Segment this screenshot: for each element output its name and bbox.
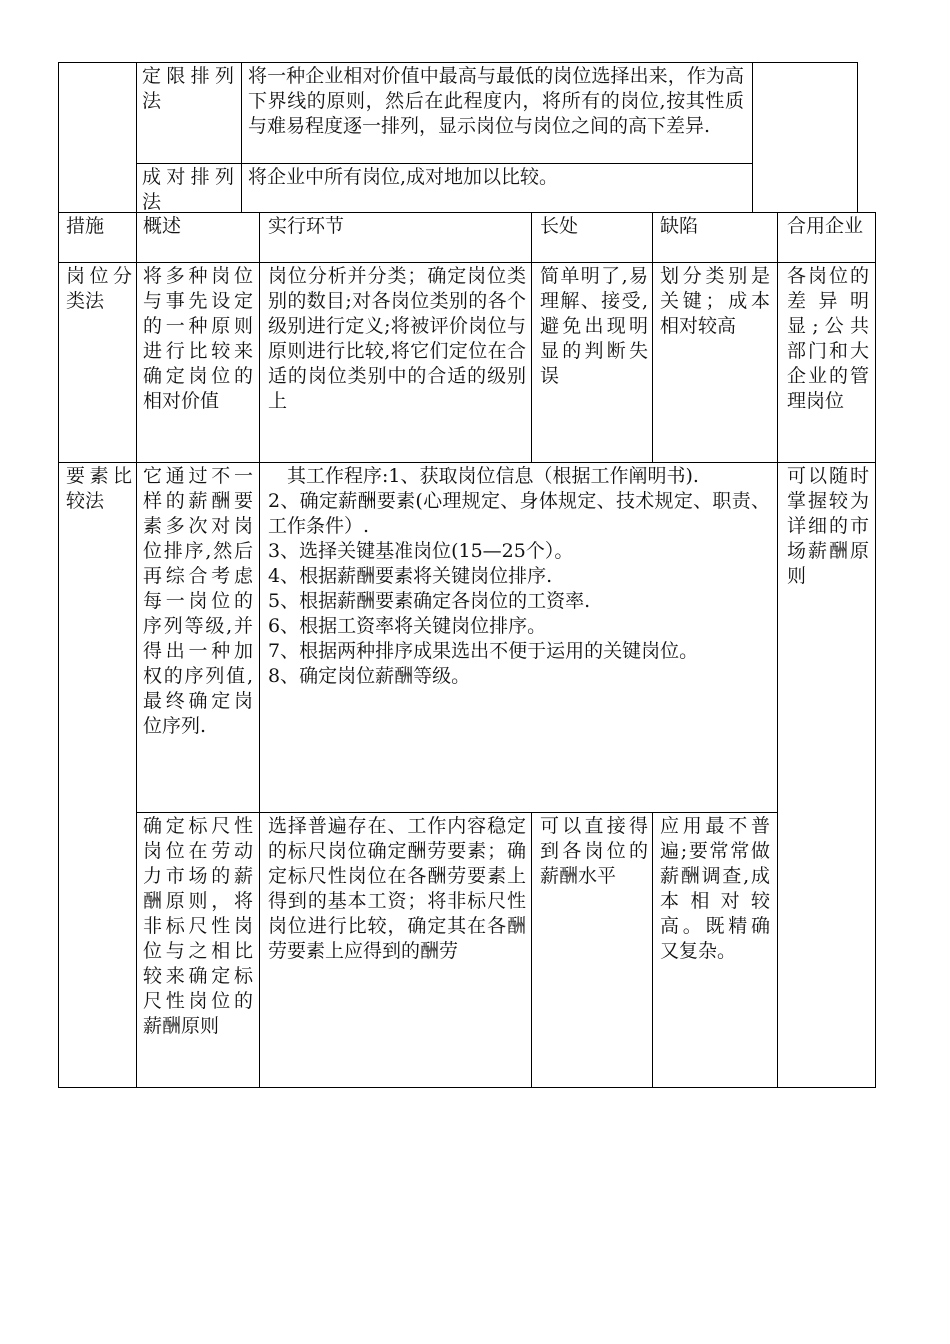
header-cons: 缺陷 xyxy=(660,215,699,237)
method-name-paired: 成对排列法 xyxy=(142,166,234,213)
table-border xyxy=(58,62,59,212)
table-border xyxy=(531,812,532,1088)
method-desc-paired: 将企业中所有岗位,成对地加以比较。 xyxy=(248,166,559,188)
overview-benchmark: 确定标尺性岗位在劳动力市场的薪酬原则，将非标尺性岗位与之相比较来确定标尺性岗位的薪酬原则 xyxy=(143,815,253,1037)
fit-job-classification: 各岗位的差异明显;公共部门和大企业的管理岗位 xyxy=(787,265,869,412)
step-line: 2、确定薪酬要素(心理规定、身体规定、技术规定、职责、工作条件）. xyxy=(268,490,770,537)
cons-job-classification: 划分类别是关键；成本相对较高 xyxy=(660,265,770,337)
table-border xyxy=(652,812,653,1088)
header-overview: 概述 xyxy=(143,215,182,237)
header-method: 措施 xyxy=(66,215,105,237)
table-border xyxy=(58,212,59,1088)
step-line: 其工作程序:1、获取岗位信息（根据工作阐明书). xyxy=(287,465,699,487)
table-border xyxy=(857,62,858,212)
steps-factor-comparison xyxy=(268,464,770,689)
table-border xyxy=(752,62,753,212)
pros-benchmark: 可以直接得到各岗位的薪酬水平 xyxy=(540,815,648,887)
table-border xyxy=(58,1087,875,1088)
table-border xyxy=(531,212,532,463)
overview-factor-comparison: 它通过不一样的薪酬要素多次对岗位排序,然后再综合考虑每一岗位的序列等级,并得出一种加权的序列值,最终确定岗位序列. xyxy=(143,465,253,737)
table-border xyxy=(136,212,137,1088)
fit-factor-comparison: 可以随时掌握较为详细的市场薪酬原则 xyxy=(787,465,869,587)
step-line: 4、根据薪酬要素将关键岗位排序. xyxy=(268,565,553,587)
table-border xyxy=(58,62,858,63)
method-name-fixed-range: 定限排列法 xyxy=(142,65,234,112)
cons-benchmark: 应用最不普遍;要常常做薪酬调查,成本相对较高。既精确又复杂。 xyxy=(660,815,770,962)
table-border xyxy=(241,62,242,212)
step-line: 6、根据工资率将关键岗位排序。 xyxy=(268,615,547,637)
method-desc-fixed-range: 将一种企业相对价值中最高与最低的岗位选择出来，作为高下界线的原则，然后在此程度内，将所有的岗位,按其性质与难易程度逐一排列，显示岗位与岗位之间的高下差异. xyxy=(248,65,744,137)
method-factor-comparison: 要素比较法 xyxy=(66,465,132,512)
table-border xyxy=(652,212,653,463)
steps-job-classification: 岗位分析并分类；确定岗位类别的数目;对各岗位类别的各个级别进行定义;将被评价岗位与原则进行比较,将它们定位在合适的岗位类别中的合适的级别上 xyxy=(268,265,526,412)
table-border xyxy=(259,212,260,1088)
step-line: 8、确定岗位薪酬等级。 xyxy=(268,665,471,687)
table-border xyxy=(136,163,752,164)
header-pros: 长处 xyxy=(540,215,579,237)
table-border xyxy=(136,812,777,813)
table-border xyxy=(136,62,137,212)
step-line: 5、根据薪酬要素确定各岗位的工资率. xyxy=(268,590,591,612)
header-fit: 合用企业 xyxy=(787,215,864,237)
overview-job-classification: 将多种岗位与事先设定的一种原则进行比较来确定岗位的相对价值 xyxy=(143,265,253,412)
steps-benchmark: 选择普遍存在、工作内容稳定的标尺岗位确定酬劳要素；确定标尺性岗位在各酬劳要素上得到的基本工资；将非标尺性岗位进行比较，确定其在各酬劳要素上应得到的酬劳 xyxy=(268,815,526,962)
method-job-classification: 岗位分类法 xyxy=(66,265,132,312)
table-border xyxy=(777,212,778,1088)
step-line: 3、选择关键基准岗位(15—25个）。 xyxy=(268,540,574,562)
table-border xyxy=(58,262,875,263)
table-border xyxy=(58,462,875,463)
pros-job-classification: 简单明了,易理解、接受,避免出现明显的判断失误 xyxy=(540,265,648,387)
table-border xyxy=(875,212,876,1088)
header-steps: 实行环节 xyxy=(268,215,345,237)
step-line: 7、根据两种排序成果选出不便于运用的关键岗位。 xyxy=(268,640,699,662)
